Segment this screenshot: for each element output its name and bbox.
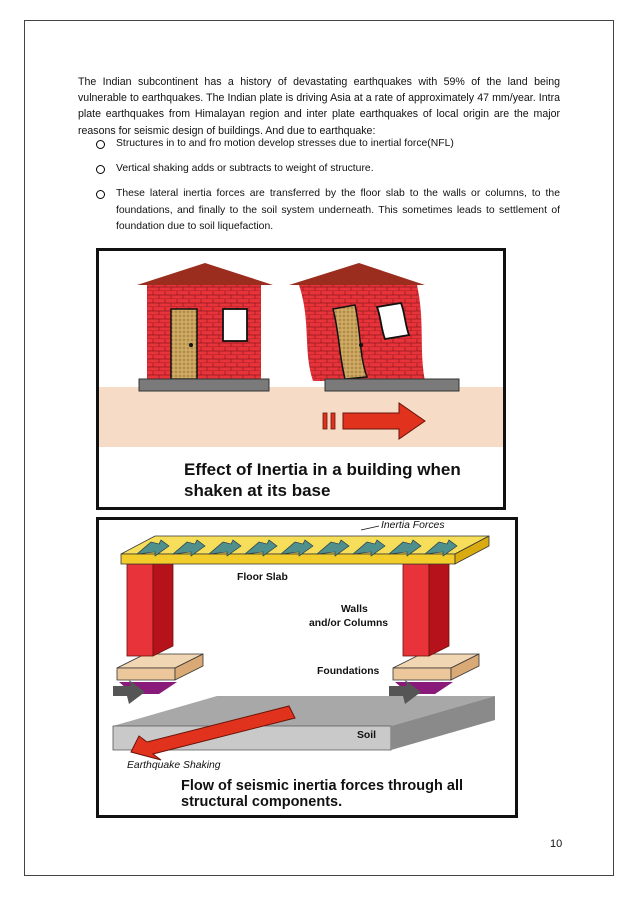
inertia-building-illustration: [99, 251, 503, 507]
label-inertia-forces: Inertia Forces: [381, 520, 445, 531]
list-item: [96, 136, 560, 152]
label-earthquake-shaking: Earthquake Shaking: [127, 760, 221, 771]
bullet-list: [96, 136, 560, 235]
label-and-or-columns: and/or Columns: [309, 618, 389, 629]
label-walls: Walls: [341, 604, 368, 615]
figure1-caption: Effect of Inertia in a building when shaken at its base: [184, 460, 461, 500]
inertia-forces-flow-figure: [96, 517, 518, 818]
bullet-circle-icon: [96, 190, 105, 199]
inertia-forces-flow-illustration: [99, 520, 515, 815]
inertia-building-figure: [96, 248, 506, 510]
page-number: 10: [550, 838, 563, 850]
intro-paragraph: The Indian subcontinent has a history of devastating earthquakes with 59% of the land being vulnerable to earthquakes. The Indian plate is driving Asia at a rate of approximately 47 mm/year. Intra plate earthquakes from Himalayan region and inter plate earthquakes of local origin are the major reasons for seismic design of buildings. And due to earthquake:: [78, 76, 560, 137]
list-item: [96, 186, 560, 235]
bullet-circle-icon: [96, 165, 105, 174]
figure2-caption: Flow of seismic inertia forces through all structural components.: [181, 778, 463, 810]
label-foundations: Foundations: [317, 666, 380, 677]
label-floor-slab: Floor Slab: [237, 572, 288, 583]
list-item: [96, 161, 560, 177]
bullet-text: These lateral inertia forces are transferred by the floor slab to the walls or columns, to the foundations, and finally to the soil system underneath. This sometimes leads to settlement of foundation due to soil liquefaction.: [116, 188, 560, 232]
bullet-text: Vertical shaking adds or subtracts to weight of structure.: [116, 163, 374, 175]
bullet-circle-icon: [96, 140, 105, 149]
bullet-text: Structures in to and fro motion develop stresses due to inertial force(NFL): [116, 138, 454, 149]
label-soil: Soil: [357, 730, 377, 741]
